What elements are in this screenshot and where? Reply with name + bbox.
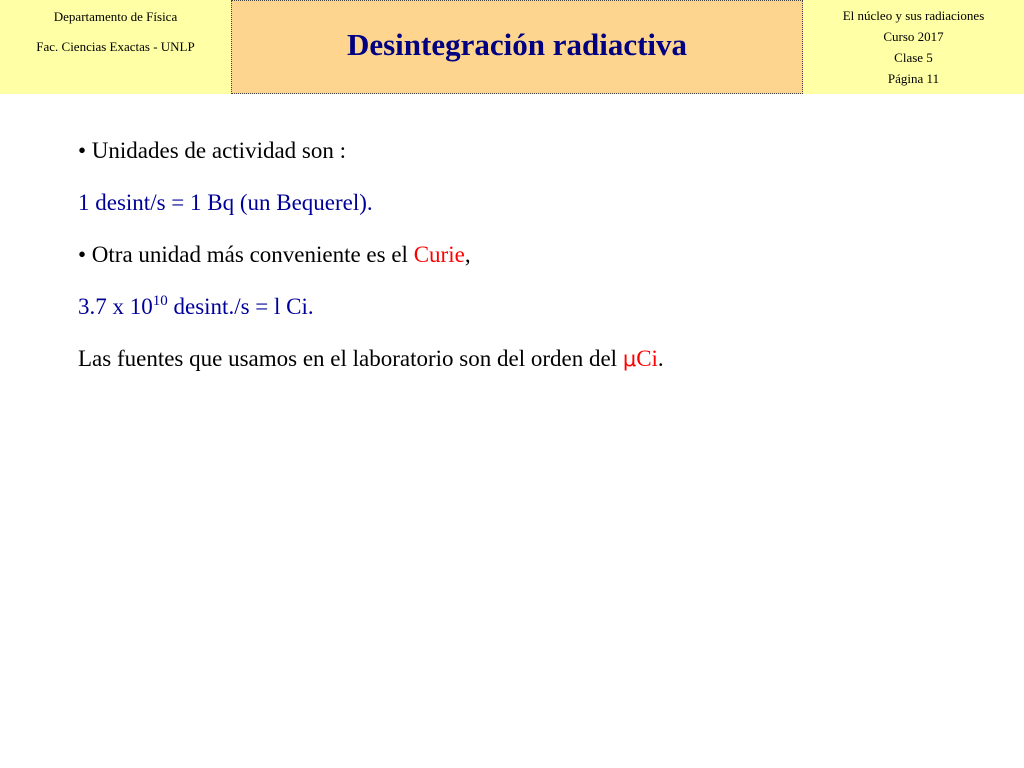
course-year: Curso 2017 xyxy=(883,29,944,44)
micro-symbol: μ xyxy=(622,347,637,371)
curie-highlight: Curie xyxy=(413,242,465,267)
sources-text-suffix: . xyxy=(657,346,664,371)
bullet-curie xyxy=(78,242,471,268)
header-right-panel xyxy=(803,0,1024,94)
becquerel-definition: 1 desint/s = 1 Bq (un Bequerel). xyxy=(78,190,373,215)
header-title-panel xyxy=(231,0,803,94)
header-left-panel xyxy=(0,0,231,94)
department-label: Departamento de Física xyxy=(53,9,178,24)
microcurie-unit: Ci xyxy=(636,346,658,371)
exponent: 10 xyxy=(152,293,168,309)
curie-text-suffix: , xyxy=(464,242,471,267)
curie-definition xyxy=(78,294,314,320)
page-number: Página 11 xyxy=(887,71,940,86)
curie-def-suffix: desint./s = l Ci. xyxy=(167,294,314,319)
sources-order xyxy=(78,346,664,372)
curie-text-prefix: • Otra unidad más conveniente es el xyxy=(78,242,414,267)
bullet-units: • Unidades de actividad son : xyxy=(78,138,347,163)
curie-def-prefix: 3.7 x 10 xyxy=(78,294,153,319)
sources-text-prefix: Las fuentes que usamos en el laboratorio son del orden del xyxy=(78,346,623,371)
page-title: Desintegración radiactiva xyxy=(346,27,688,62)
course-name: El núcleo y sus radiaciones xyxy=(842,8,985,23)
class-number: Clase 5 xyxy=(894,50,933,65)
faculty-label: Fac. Ciencias Exactas - UNLP xyxy=(36,39,195,54)
